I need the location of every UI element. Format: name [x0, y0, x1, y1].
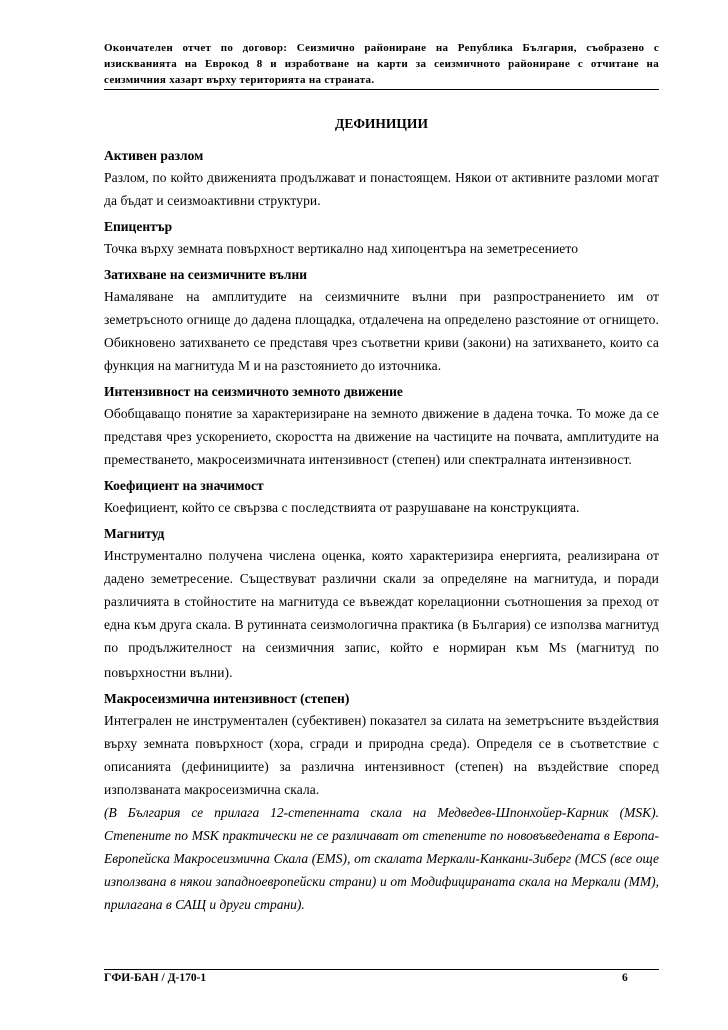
definition-term: Магнитуд [104, 526, 165, 541]
definition-text: Коефициент, който се свързва с последствията от разрушаване на конструкцията. [104, 500, 580, 515]
definition-text: Разлом, по който движенията продължават и понастоящем. Някои от активните разломи могат да бъдат и сеизмоактивни структури. [104, 170, 659, 208]
definition-term: Макросеизмична интензивност (степен) [104, 691, 350, 706]
magnitude-text: Инструментално получена числена оценка, която характеризира енергията, реализирана от дадено земетресение. Съществуват различни скали за определяне на магнитуда, и поради различията в стойностите на магнитуда се въвеждат корелационни съотношения за преход от една към друга скала. В рутинната сеизмологична практика (в България) се използва магнитуд по продължителност на сеизмичния запис, който е нормиран към М [104, 548, 659, 655]
definition-term: Коефициент на значимост [104, 478, 264, 493]
definition-text: Обобщаващо понятие за характеризиране на земното движение в дадена точка. То може да се представя чрез ускорението, скоростта на движение на частиците на почвата, амплитудите на преместването, макросеизмичната интензивност (степен) или спектралната интензивност. [104, 406, 659, 467]
definition-note: (В България се прилага 12-степенната скала на Медведев-Шпонхойер-Карник (MSK). Степените по MSK практически не се различават от степените по нововъведената в Европа- Европейска Макросеизмична Скала (EMS), от скалата Меркали-Канкани-Зиберг (MCS (все още използвана в някои западноевропейски страни) и от Модифицираната скала на Меркали (ММ), прилагана в САЩ и други страни). [104, 805, 659, 912]
magnitude-text-tail: (магнитуд по повърхностни вълни). [104, 640, 659, 680]
definition-term: Интензивност на сеизмичното земното движение [104, 384, 403, 399]
document-header: Окончателен отчет по договор: Сеизмично райониране на Република България, съобразено с изискванията на Еврокод 8 и изработване на карти за сеизмичното райониране с отчитане на сеизмичния хазарт върху територията на страната. [104, 42, 659, 86]
definition-text: Точка върху земната повърхност вертикално над хипоцентъра на земетресението [104, 241, 579, 256]
definition-active-fault [104, 146, 659, 212]
definition-macroseismic-intensity [104, 689, 659, 916]
definition-text: Интегрален не инструментален (субективен) показател за силата на земетръсните въздействия върху земната повърхност (хора, сгради и природна среда). Определя се в съответствие с описанията (дефинициите) за различна интензивност (степен) на въздействие според използваната макросеизмична скала. [104, 713, 659, 797]
definition-text: Намаляване на амплитудите на сеизмичните вълни при разпространението им от земетръсното огнище до дадена площадка, отдалечена на определено разстояние от огнището. Обикновено затихването се представя чрез съответни криви (закони) на затихването, които са функция на магнитуда М и на разстоянието до източника. [104, 289, 659, 373]
footer-divider [104, 969, 659, 970]
definition-intensity [104, 382, 659, 471]
definition-term: Епицентър [104, 219, 173, 234]
page-number: 6 [622, 972, 628, 984]
definitions-list [104, 146, 659, 921]
magnitude-subscript: S [560, 644, 567, 655]
definition-attenuation [104, 265, 659, 377]
definition-importance-factor [104, 476, 659, 519]
definition-epicenter [104, 217, 659, 260]
footer-document-id: ГФИ-БАН / Д-170-1 [104, 972, 207, 984]
definition-term: Затихване на сеизмичните вълни [104, 267, 308, 282]
definition-magnitude [104, 524, 659, 684]
header-divider [104, 89, 659, 90]
definition-term: Активен разлом [104, 148, 204, 163]
definition-text [104, 544, 659, 684]
page-title: ДЕФИНИЦИИ [335, 116, 428, 131]
